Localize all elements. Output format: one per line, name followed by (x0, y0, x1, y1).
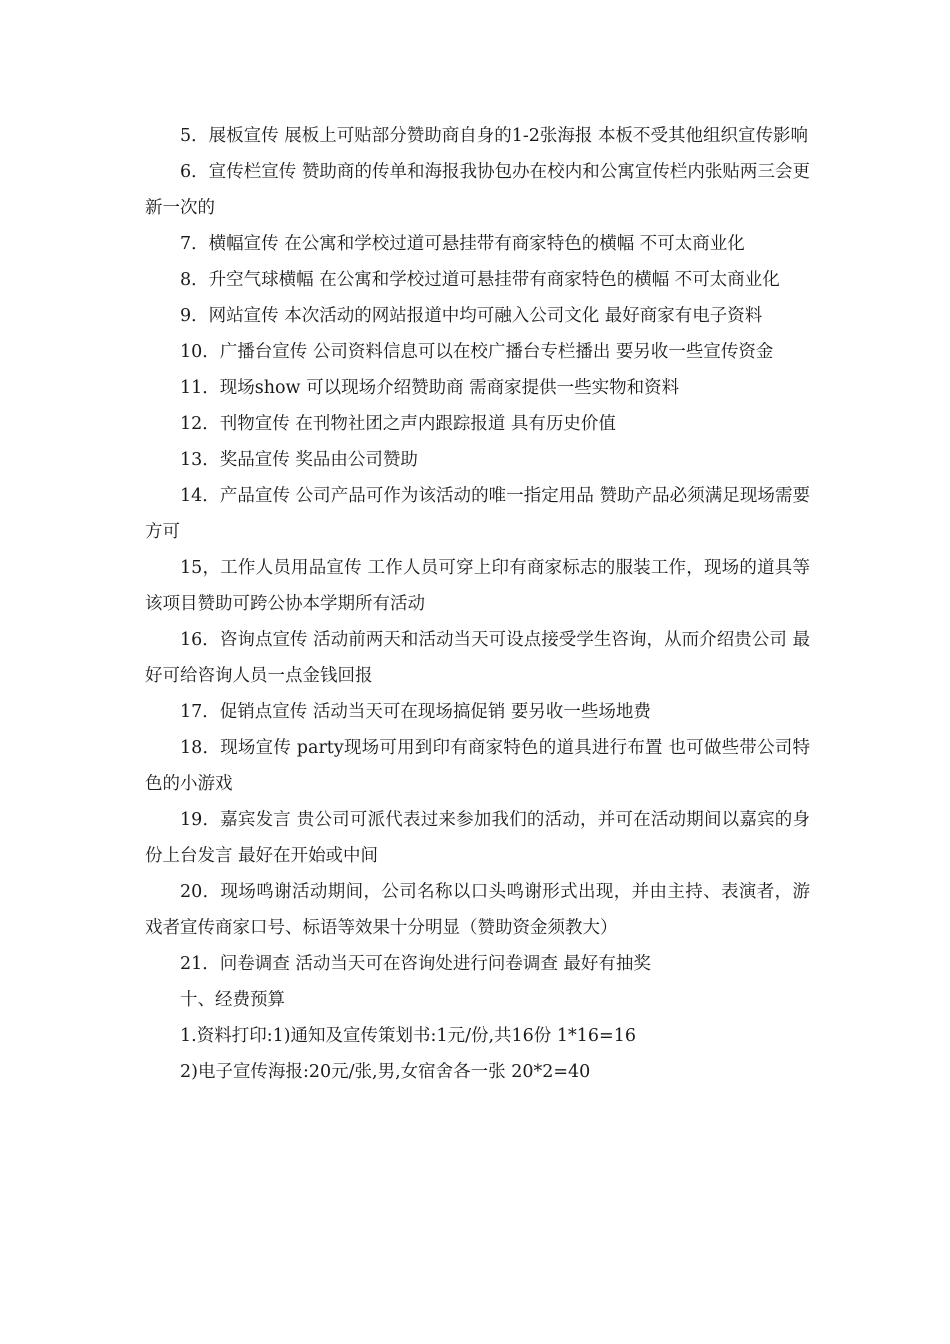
paragraph-item-20: 20．现场鸣谢活动期间，公司名称以口头鸣谢形式出现，并由主持、表演者，游戏者宣传商家口号、标语等效果十分明显（赞助资金须教大） (145, 882, 810, 938)
paragraph-item-5: 5．展板宣传 展板上可贴部分赞助商自身的1-2张海报 本板不受其他组织宣传影响 (180, 126, 808, 146)
budget-line-1: 1.资料打印:1)通知及宣传策划书:1元/份,共16份 1*16=16 (180, 1026, 636, 1046)
paragraph-item-13: 13．奖品宣传 奖品由公司赞助 (180, 450, 418, 470)
paragraph-item-12: 12．刊物宣传 在刊物社团之声内跟踪报道 具有历史价值 (180, 414, 616, 434)
section-heading-budget: 十、经费预算 (180, 990, 285, 1010)
paragraph-item-7: 7．横幅宣传 在公寓和学校过道可悬挂带有商家特色的横幅 不可太商业化 (180, 234, 745, 254)
budget-line-2: 2)电子宣传海报:20元/张,男,女宿舍各一张 20*2=40 (180, 1062, 591, 1082)
paragraph-item-15: 15，工作人员用品宣传 工作人员可穿上印有商家标志的服装工作，现场的道具等 该项目赞助可跨公协本学期所有活动 (145, 558, 810, 614)
paragraph-item-11: 11．现场show 可以现场介绍赞助商 需商家提供一些实物和资料 (180, 378, 680, 398)
paragraph-item-14: 14．产品宣传 公司产品可作为该活动的唯一指定用品 赞助产品必须满足现场需要方可 (145, 486, 810, 542)
paragraph-item-16: 16．咨询点宣传 活动前两天和活动当天可设点接受学生咨询，从而介绍贵公司 最好可给咨询人员一点金钱回报 (145, 630, 810, 686)
paragraph-item-21: 21．问卷调查 活动当天可在咨询处进行问卷调查 最好有抽奖 (180, 954, 651, 974)
paragraph-item-19: 19．嘉宾发言 贵公司可派代表过来参加我们的活动，并可在活动期间以嘉宾的身份上台发言 最好在开始或中间 (145, 810, 810, 866)
paragraph-item-9: 9．网站宣传 本次活动的网站报道中均可融入公司文化 最好商家有电子资料 (180, 306, 763, 326)
paragraph-item-6: 6．宣传栏宣传 赞助商的传单和海报我协包办在校内和公寓宣传栏内张贴两三会更新一次的 (145, 162, 810, 218)
paragraph-item-8: 8．升空气球横幅 在公寓和学校过道可悬挂带有商家特色的横幅 不可太商业化 (180, 270, 780, 290)
paragraph-item-17: 17．促销点宣传 活动当天可在现场搞促销 要另收一些场地费 (180, 702, 651, 722)
paragraph-item-18: 18．现场宣传 party现场可用到印有商家特色的道具进行布置 也可做些带公司特色的小游戏 (145, 738, 810, 794)
document-page (145, 118, 810, 1090)
paragraph-item-10: 10．广播台宣传 公司资料信息可以在校广播台专栏播出 要另收一些宣传资金 (180, 342, 774, 362)
